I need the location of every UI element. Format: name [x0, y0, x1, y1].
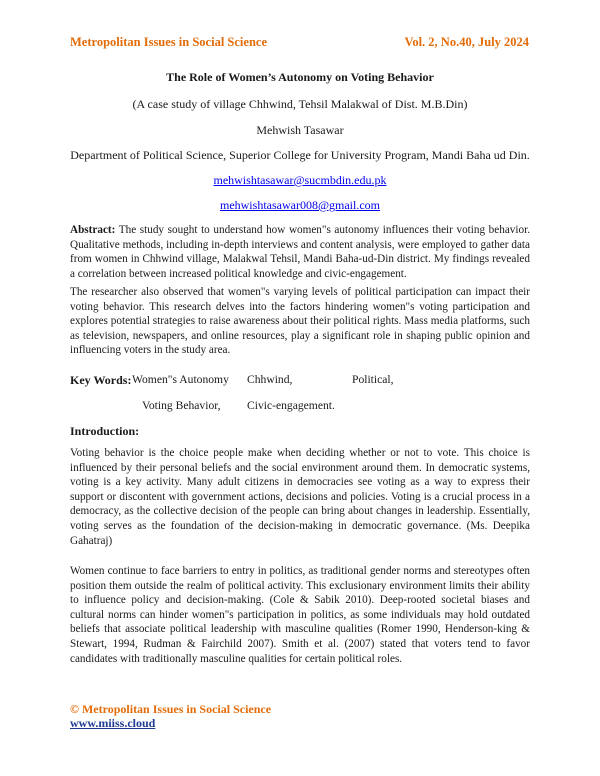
- footer-copyright: © Metropolitan Issues in Social Science: [70, 702, 272, 716]
- abstract-label: Abstract:: [70, 224, 116, 236]
- paper-title: The Role of Women’s Autonomy on Voting Behavior: [166, 70, 434, 84]
- introduction-heading: Introduction:: [70, 424, 140, 438]
- paper-subtitle: (A case study of village Chhwind, Tehsil Malakwal of Dist. M.B.Din): [132, 97, 468, 111]
- introduction-paragraph-1: Voting behavior is the choice people make when deciding whether or not to vote. This choice is influenced by their personal beliefs and the social environment around them. In democratic systems, voting is a key activity. Many adult citizens in democracies see voting as a way to express their support or discontent with government actions, decisions and policies. Voting is a crucial process in a democracy, as the collective decision of the people can bring about changes in leadership. Essentially, voting serves as the foundation of the decision-making in democratic governance. (Ms. Deepika Gahatraj): [70, 447, 530, 547]
- keyword-item: Women"s Autonomy: [132, 373, 229, 386]
- introduction-paragraph-2: Women continue to face barriers to entry in politics, as traditional gender norms and stereotypes often position them outside the realm of political activity. This exclusionary environment limits their ability to influence policy and decision-making. (Cole & Sabik 2010). Deep-rooted societal biases and cultural norms can hinder women"s participation in politics, as some individuals may hold outdated beliefs that associate political leadership with masculine qualities (Romer 1990, Henderson-king & Stewart, 1994, Rudman & Fairchild 2007). Smith et al. (2007) stated that voters tend to favor candidates with traditionally masculine qualities for certain political roles.: [70, 565, 530, 665]
- keyword-item: Civic-engagement.: [247, 399, 335, 412]
- journal-name-header: Metropolitan Issues in Social Science: [70, 35, 267, 49]
- author-affiliation: Department of Political Science, Superior College for University Program, Mandi Baha ud Din.: [70, 148, 530, 162]
- abstract-text: The study sought to understand how women"s autonomy influences their voting behavior. Qualitative methods, including in-depth interviews and content analysis, were employed to gather data from women in Chhwind village, Malakwal Tehsil, Mandi Baha-ud-Din district. My findings revealed a correlation between increased political knowledge and civic-engagement.: [70, 224, 530, 280]
- footer-website-link[interactable]: www.miiss.cloud: [70, 716, 156, 730]
- keyword-item: Chhwind,: [247, 373, 293, 386]
- issue-info-header: Vol. 2, No.40, July 2024: [404, 35, 529, 49]
- abstract-paragraph: [70, 223, 530, 281]
- email-link-1[interactable]: mehwishtasawar@sucmbdin.edu.pk: [213, 173, 387, 187]
- author-name: Mehwish Tasawar: [256, 123, 344, 137]
- keyword-item: Political,: [352, 373, 394, 386]
- abstract-paragraph-2: The researcher also observed that women"s varying levels of political participation can impact their voting behavior. This research delves into the factors hindering women"s voting participation and explores potential strategies to raise awareness about their political rights. Mass media platforms, such as television, newspapers, and online resources, play a significant role in shaping public opinion and influencing voters in the study area.: [70, 286, 530, 357]
- keyword-item: Voting Behavior,: [142, 399, 221, 412]
- email-link-2[interactable]: mehwishtasawar008@gmail.com: [219, 198, 380, 212]
- keywords-label: Key Words:: [70, 373, 132, 387]
